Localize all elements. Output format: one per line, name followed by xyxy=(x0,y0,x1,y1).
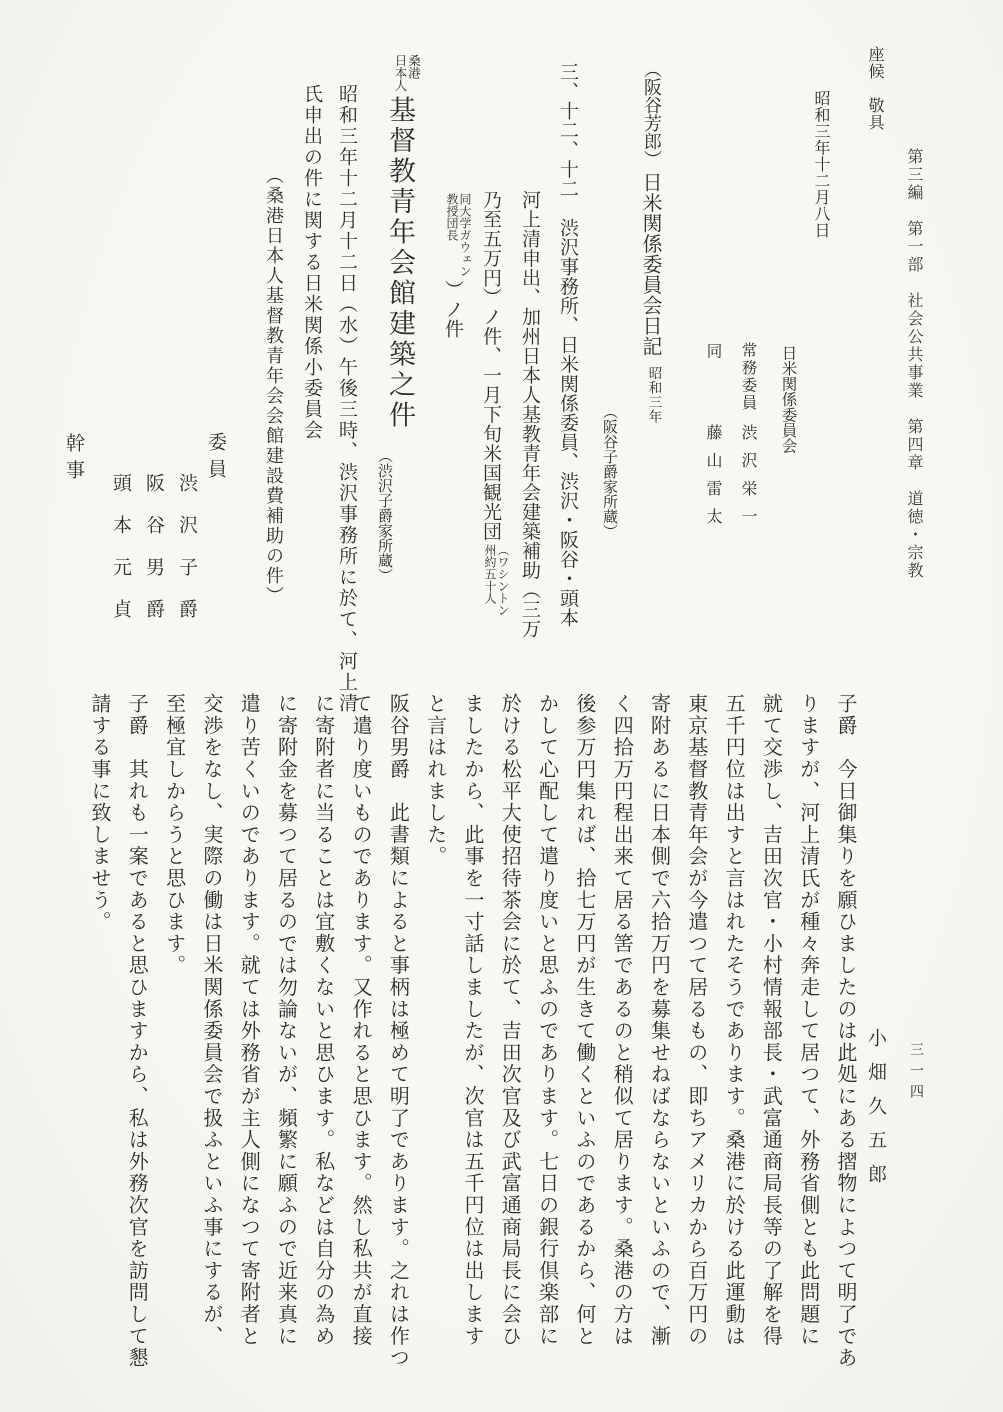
dialogue-column: 五千円位は出すと言はれたそうであります。桑港に於ける此運動は xyxy=(722,693,745,1347)
dialogue-column: 請する事に致しませう。 xyxy=(88,693,110,933)
committee-member: 阪谷男爵 xyxy=(143,473,164,641)
diary-entry-line: 河上清申出、加州日本人基教青年会建築補助（三万 xyxy=(519,190,540,639)
warichu-line: 同大学ガウェン xyxy=(457,193,472,277)
dialogue-column: りますが、河上清氏が種々奔走して居つて、外務省側とも此問題に xyxy=(796,693,819,1347)
diary-entry-line xyxy=(443,190,471,339)
letter-organization: 日米関係委員会 xyxy=(779,345,797,454)
dialogue-column: 後参万円集れば、拾七万円が生きて働くといふのであるから、何と xyxy=(572,693,595,1347)
warichu-line: （ワシントン xyxy=(495,544,510,616)
diary-entry-line xyxy=(481,190,509,619)
meeting-line: 氏申出の件に関する日米関係小委員会 xyxy=(301,84,322,441)
meeting-line: 昭和三年十二月十二日（水）午後三時、渋沢事務所に於て、河上清 xyxy=(336,84,357,714)
signatory-name: 藤山雷太 xyxy=(704,424,721,536)
page-number: 三一四 xyxy=(908,1042,923,1105)
dialogue-column: 子爵 其れも一案であると思ひますから、私は外務次官を訪問して懇 xyxy=(125,693,148,1369)
section-attribution: （渋沢子爵家所蔵） xyxy=(376,448,392,583)
meeting-subject: （桑港日本人基督教青年会会館建設費補助の件） xyxy=(264,166,284,606)
dialogue-column: ましたから、此事を一寸話しましたが、次官は五千円位は出します xyxy=(461,693,483,1347)
warichu-line: 州約五十人 xyxy=(483,544,497,604)
dialogue-column: 遣り苦くいのであります。就ては外務省が主人側になつて寄附者と xyxy=(237,693,260,1347)
signatory-title: 同 xyxy=(704,343,722,359)
warichu-annotation xyxy=(445,193,471,277)
entry-text: 乃至五万円）ノ件、一月下旬米国観光団 xyxy=(480,190,501,541)
dialogue-column: 東京基督教青年会が今遣つて居るもの、即ちアメリカから百万円の xyxy=(684,693,707,1347)
dialogue-column: に寄附者に当ることは宜敷くないと思ひます。私などは自分の為め xyxy=(311,693,334,1347)
diary-entry-line: 三、十二、十二 渋沢事務所、日米関係委員、渋沢・阪谷・頭本 xyxy=(557,62,578,628)
letter-closing: 座候 敬具 xyxy=(866,46,883,131)
diary-attribution: （阪谷子爵家所蔵） xyxy=(601,404,617,539)
dialogue-column: 至極宜しからうと思ひます。 xyxy=(162,693,185,977)
committee-member: 渋沢子爵 xyxy=(176,473,197,641)
dialogue-column: に寄附金を募つて居るのでは勿論ないが、頻繁に願ふので近来真に xyxy=(274,693,297,1347)
dialogue-column: て遣り度いものであります。又作れると思ひます。然し私共が直接 xyxy=(349,693,372,1347)
dialogue-column: 阪谷男爵 此書類によると事柄は極めて明了であります。之れは作つ xyxy=(386,693,409,1369)
diary-year: 昭和三年 xyxy=(646,366,662,424)
signatory-title: 常務委員 xyxy=(739,342,757,412)
committee-member: 頭本元貞 xyxy=(110,473,131,641)
dialogue-column: 就て交渉し、吉田次官・小村情報部長・武富通商局長等の了解を得 xyxy=(759,693,782,1347)
diary-title: 日米関係委員会日記 xyxy=(639,172,661,357)
entry-text: ）ノ件 xyxy=(442,280,463,339)
letter-date: 昭和三年十二月八日 xyxy=(812,90,829,239)
secretary-name: 小畑久五郎 xyxy=(865,1028,886,1198)
dialogue-column: 子爵 今日御集りを願ひましたのは此処にある摺物によつて明了であ xyxy=(834,693,856,1369)
dialogue-column: と言はれました。 xyxy=(423,693,446,868)
committee-label: 委員 xyxy=(205,432,226,486)
dialogue-column: 於ける松平大使招待茶会に於て、吉田次官及び武富通商局長に会ひ xyxy=(498,693,521,1347)
secretary-label: 幹事 xyxy=(63,433,84,487)
section-title xyxy=(386,54,420,431)
title-ruby xyxy=(393,54,420,92)
warichu-line: 教授団長 xyxy=(445,193,459,241)
dialogue-column: かして心配して遣り度いと思ふのであります。七日の銀行倶楽部に xyxy=(535,693,558,1347)
running-header: 第三編 第一部 社会公共事業 第四章 道徳・宗教 xyxy=(905,148,922,580)
warichu-annotation xyxy=(483,544,509,616)
dialogue-column: く四拾万円程出来て居る筈であるのと稍似て居ります。桑港の方は xyxy=(610,693,633,1347)
ruby-line: 日本人 xyxy=(393,54,407,92)
section-title-text: 基督教青年会館建築之件 xyxy=(385,95,415,431)
dialogue-column: 交渉をなし、実際の働は日米関係委員会で扱ふといふ事にするが、 xyxy=(199,693,222,1347)
dialogue-column: 寄附あるに日本側で六拾万円を募集せねばならないといふので、漸 xyxy=(647,693,670,1347)
ruby-line: 桑港 xyxy=(406,54,421,79)
diary-author: （阪谷芳郎） xyxy=(642,60,662,168)
signatory-name: 渋沢栄一 xyxy=(739,424,756,536)
